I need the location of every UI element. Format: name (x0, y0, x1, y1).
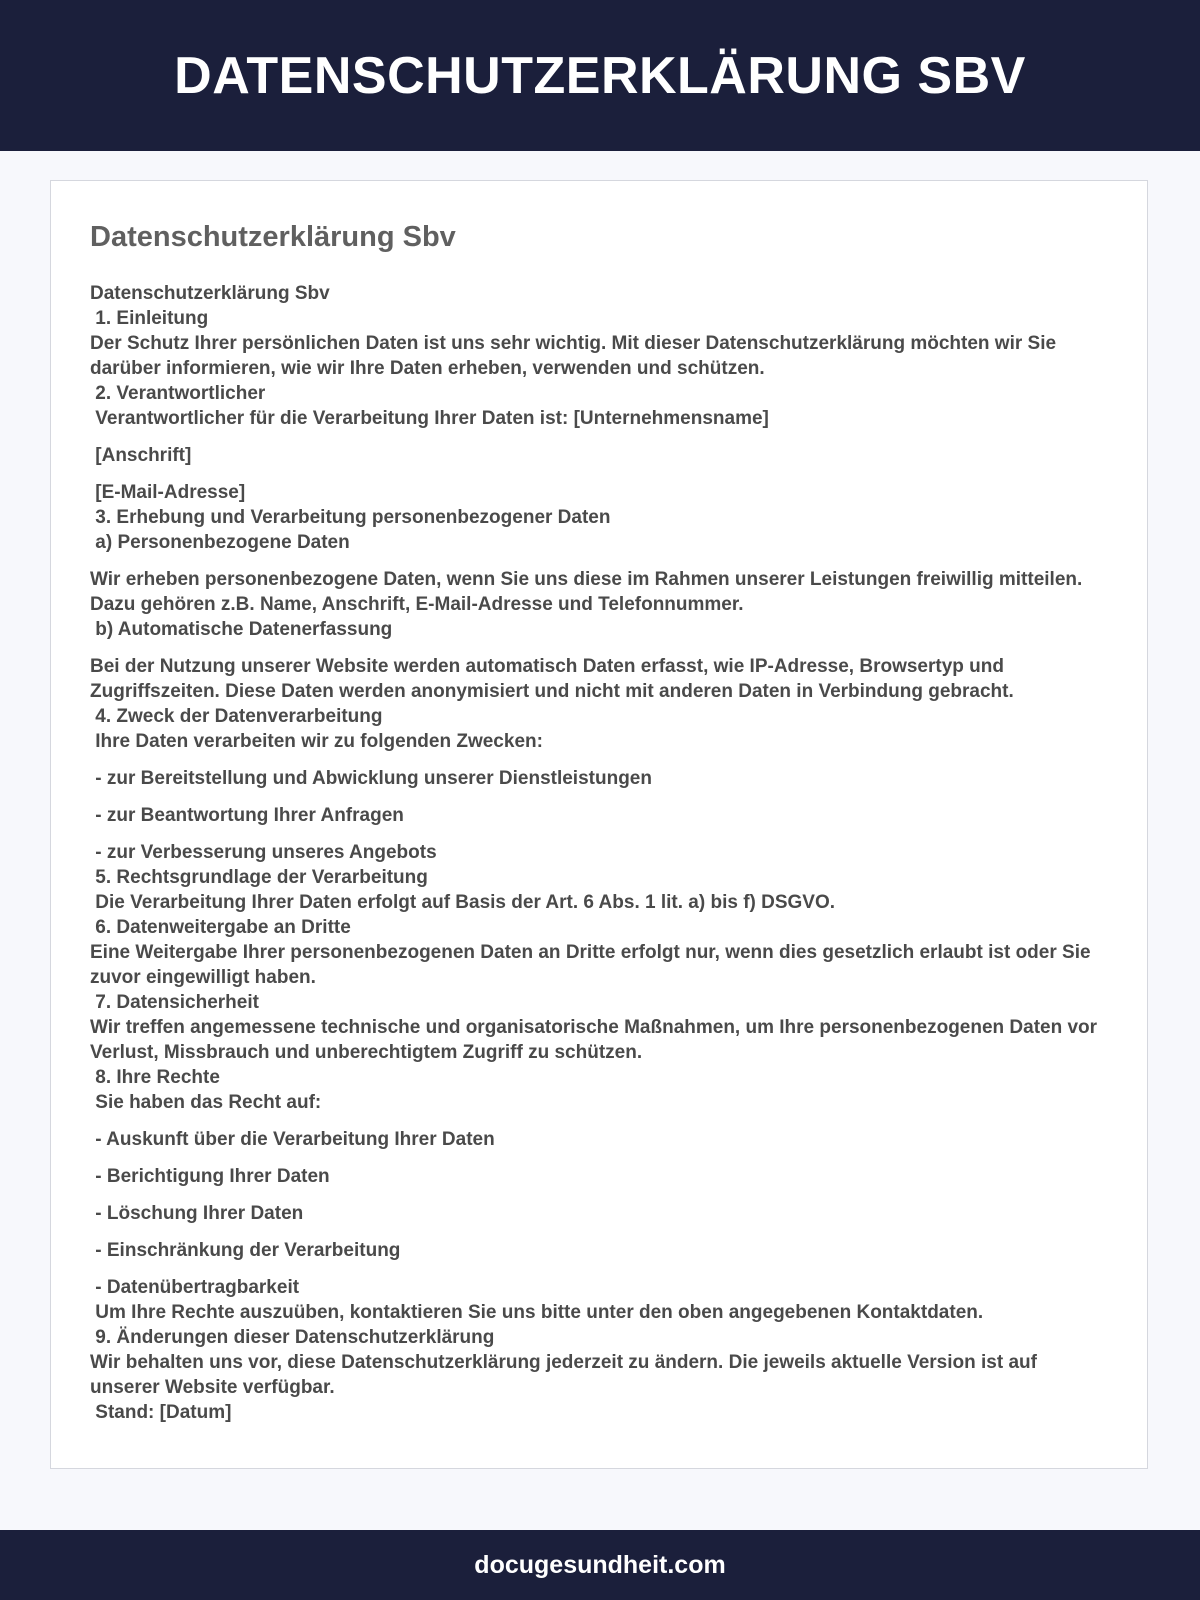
section-heading-datensicherheit: 7. Datensicherheit (90, 992, 259, 1013)
subsection-heading-personenbezogene-daten: a) Personenbezogene Daten (90, 532, 350, 553)
document-heading: Datenschutzerklärung Sbv (90, 221, 456, 253)
list-item-rechte-2: - Berichtigung Ihrer Daten (90, 1166, 330, 1187)
paragraph-datenweitergabe: Eine Weitergabe Ihrer personenbezogenen Daten an Dritte erfolgt nur, wenn dies gesetzlich erlaubt ist oder Sie zuvor eingewilligt haben. (90, 942, 1091, 988)
list-item-rechte-1: - Auskunft über die Verarbeitung Ihrer Daten (90, 1129, 495, 1150)
paragraph-einleitung: Der Schutz Ihrer persönlichen Daten ist uns sehr wichtig. Mit dieser Datenschutzerklärung möchten wir Sie darüber informieren, wie wir Ihre Daten erheben, verwenden und schützen. (90, 333, 1057, 379)
section-heading-einleitung: 1. Einleitung (90, 308, 209, 329)
list-item-rechte-5: - Datenübertragbarkeit (90, 1277, 300, 1298)
list-item-rechte-4: - Einschränkung der Verarbeitung (90, 1240, 401, 1261)
paragraph-rechte-intro: Sie haben das Recht auf: (90, 1092, 322, 1113)
section-heading-rechtsgrundlage: 5. Rechtsgrundlage der Verarbeitung (90, 867, 428, 888)
doc-title-line: Datenschutzerklärung Sbv (90, 283, 330, 304)
paragraph-verantwortlicher: Verantwortlicher für die Verarbeitung Ihrer Daten ist: [Unternehmensname] (90, 408, 769, 429)
list-item-rechte-3: - Löschung Ihrer Daten (90, 1203, 304, 1224)
list-item-zweck-1: - zur Bereitstellung und Abwicklung unserer Dienstleistungen (90, 768, 652, 789)
document-card (50, 180, 1148, 1469)
paragraph-zweck-intro: Ihre Daten verarbeiten wir zu folgenden Zwecken: (90, 731, 543, 752)
page-title: DATENSCHUTZERKLÄRUNG SBV (174, 46, 1026, 105)
subsection-heading-automatische-datenerfassung: b) Automatische Datenerfassung (90, 619, 393, 640)
list-item-zweck-2: - zur Beantwortung Ihrer Anfragen (90, 805, 404, 826)
section-heading-datenweitergabe: 6. Datenweitergabe an Dritte (90, 917, 351, 938)
placeholder-email: [E-Mail-Adresse] (90, 482, 246, 503)
document-date: Stand: [Datum] (90, 1402, 232, 1423)
placeholder-anschrift: [Anschrift] (90, 445, 192, 466)
paragraph-aenderungen: Wir behalten uns vor, diese Datenschutzerklärung jederzeit zu ändern. Die jeweils aktuelle Version ist auf unserer Website verfügbar. (90, 1352, 1037, 1398)
paragraph-rechte-kontakt: Um Ihre Rechte auszuüben, kontaktieren Sie uns bitte unter den oben angegebenen Kontaktdaten. (90, 1302, 984, 1323)
paragraph-personenbezogene-daten: Wir erheben personenbezogene Daten, wenn Sie uns diese im Rahmen unserer Leistungen freiwillig mitteilen. Dazu gehören z.B. Name, Anschrift, E-Mail-Adresse und Telefonnummer. (90, 569, 1083, 615)
footer-site-link[interactable]: docugesundheit.com (474, 1550, 726, 1579)
section-heading-zweck: 4. Zweck der Datenverarbeitung (90, 706, 383, 727)
section-heading-rechte: 8. Ihre Rechte (90, 1067, 220, 1088)
paragraph-datensicherheit: Wir treffen angemessene technische und organisatorische Maßnahmen, um Ihre personenbezogenen Daten vor Verlust, Missbrauch und unberechtigtem Zugriff zu schützen. (90, 1017, 1098, 1063)
document-body (90, 281, 1108, 1425)
section-heading-verantwortlicher: 2. Verantwortlicher (90, 383, 266, 404)
section-heading-aenderungen: 9. Änderungen dieser Datenschutzerklärung (90, 1327, 495, 1348)
page-footer (0, 1530, 1200, 1600)
paragraph-rechtsgrundlage: Die Verarbeitung Ihrer Daten erfolgt auf Basis der Art. 6 Abs. 1 lit. a) bis f) DSGVO. (90, 892, 836, 913)
section-heading-erhebung: 3. Erhebung und Verarbeitung personenbezogener Daten (90, 507, 611, 528)
list-item-zweck-3: - zur Verbesserung unseres Angebots (90, 842, 437, 863)
page-header (0, 0, 1200, 151)
paragraph-automatische-datenerfassung: Bei der Nutzung unserer Website werden automatisch Daten erfasst, wie IP-Adresse, Browsertyp und Zugriffszeiten. Diese Daten werden anonymisiert und nicht mit anderen Daten in Verbindung gebracht. (90, 656, 1014, 702)
